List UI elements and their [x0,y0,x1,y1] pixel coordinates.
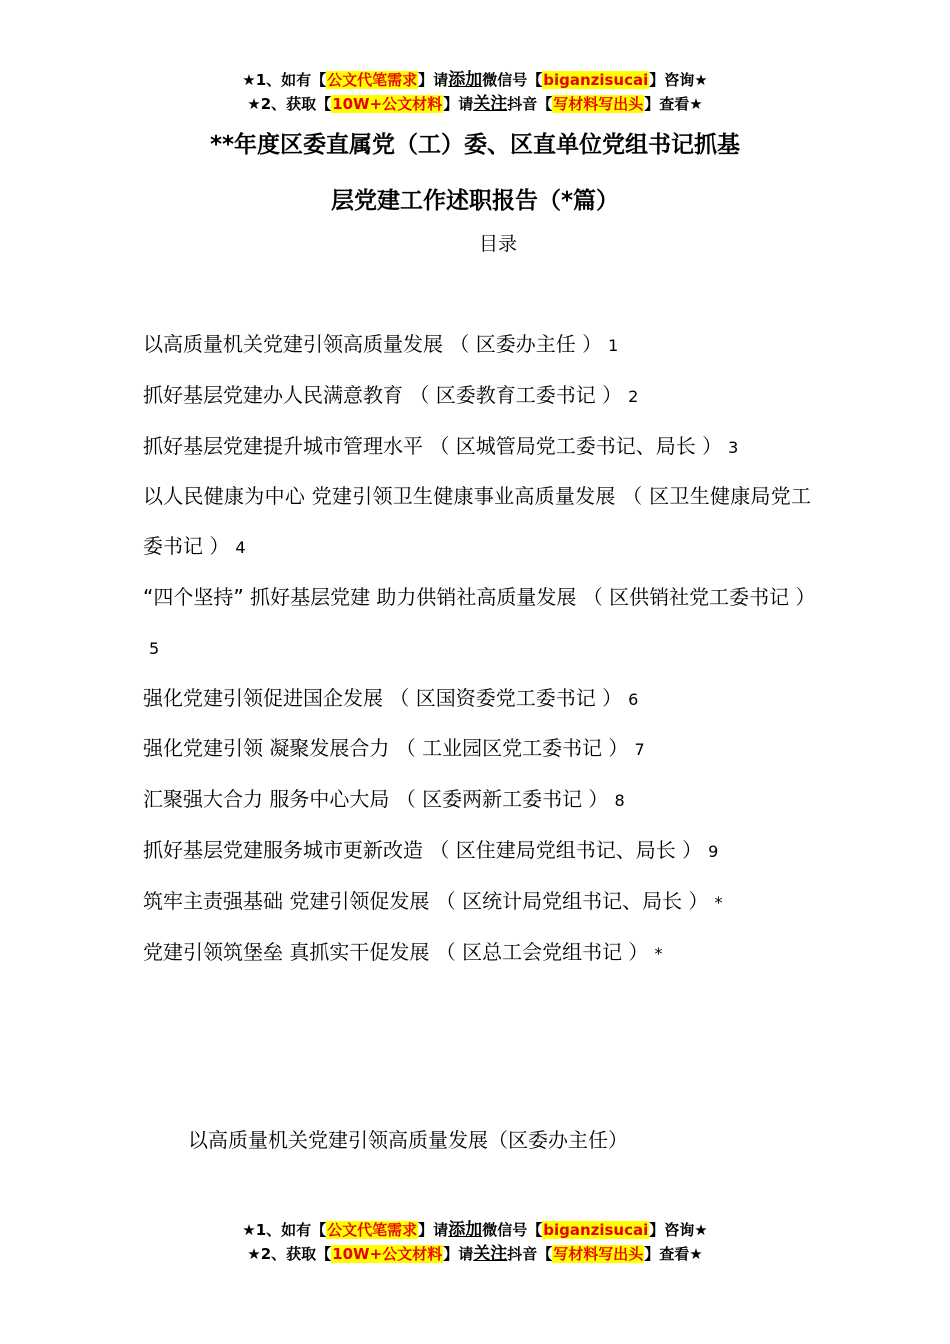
banner-highlight: 公文代笔需求 [327,1221,418,1239]
banner-douyin-id: 写材料写出头 [553,95,644,113]
toc-page-number: 3 [728,437,739,457]
title-line-2: 层党建工作述职报告（*篇） [330,188,620,214]
banner-line-2 [0,92,950,116]
toc-entry-text: 汇聚强大合力 服务中心大局 （ 区委两新工委书记 ） [143,787,609,812]
top-banner [0,68,950,116]
banner-text: 微信号【 [482,1221,543,1239]
banner-line-2 [0,1242,950,1266]
banner-text: 】查看★ [644,1245,703,1263]
banner-text: 】咨询★ [649,71,708,89]
toc-page-number: 4 [235,538,246,558]
title-line-1: **年度区委直属党（工）委、区直单位党组书记抓基 [209,132,741,158]
banner-text: 抖音【 [507,1245,553,1263]
banner-text: 抖音【 [507,95,553,113]
section-heading: 以高质量机关党建引领高质量发展（区委办主任） [188,1128,628,1152]
banner-douyin-id: 写材料写出头 [553,1245,644,1263]
banner-emphasis: 关注 [473,94,508,114]
banner-text: 】请 [443,1245,474,1263]
toc-entry[interactable] [143,674,811,725]
toc-page-number: 1 [608,336,619,355]
banner-text: 】查看★ [644,95,703,113]
toc-page-number: 2 [628,386,639,406]
toc-page-number: * [654,943,663,963]
toc-entry-text: 抓好基层党建办人民满意教育 （ 区委教育工委书记 ） [143,382,623,407]
toc-entry-text: 以高质量机关党建引领高质量发展 （ 区委办主任 ） [143,332,603,356]
toc-entry-text: 强化党建引领促进国企发展 （ 区国资委党工委书记 ） [143,685,623,710]
bottom-banner [0,1218,950,1266]
banner-text: ★2、获取【 [247,1245,332,1263]
banner-emphasis: 关注 [473,1244,508,1264]
toc-entry[interactable] [143,877,811,928]
banner-highlight: 10W+公文材料 [332,95,443,113]
toc-entry-text: 强化党建引领 凝聚发展合力 （ 工业园区党工委书记 ） [143,736,629,761]
toc-entry[interactable] [143,371,811,422]
banner-text: ★1、如有【 [242,1221,327,1239]
toc-entry[interactable] [143,724,811,775]
toc-page-number: 9 [708,841,719,861]
banner-wechat-id: biganzisucai [543,1221,649,1239]
toc-entry[interactable] [143,928,811,979]
toc-entry[interactable] [143,320,811,371]
toc-page-number: 8 [614,791,625,811]
toc-page-number: 6 [628,689,639,709]
banner-text: 】咨询★ [649,1221,708,1239]
toc-page-number: 7 [634,740,645,760]
toc-entry[interactable] [143,775,811,826]
banner-emphasis: 添加 [448,70,483,90]
banner-line-1 [0,68,950,92]
toc-entry-text: 党建引领筑堡垒 真抓实干促发展 （ 区总工会党组书记 ） [143,939,649,964]
toc-entry-text: 抓好基层党建提升城市管理水平 （ 区城管局党工委书记、局长 ） [143,433,723,458]
toc-page-number: * [714,892,723,912]
document-title [130,117,820,229]
toc-entry[interactable] [143,472,811,573]
banner-text: 】请 [418,71,449,89]
toc-entry-text: 抓好基层党建服务城市更新改造 （ 区住建局党组书记、局长 ） [143,837,703,862]
banner-highlight: 10W+公文材料 [332,1245,443,1263]
toc-entry[interactable] [143,826,811,877]
banner-text: 】请 [418,1221,449,1239]
banner-line-1 [0,1218,950,1242]
banner-text: ★2、获取【 [247,95,332,113]
toc-entry-text: 以人民健康为中心 党建引领卫生健康事业高质量发展 （ 区卫生健康局党工委书记 ） [143,484,811,559]
banner-text: 】请 [443,95,474,113]
banner-text: 微信号【 [482,71,543,89]
toc-entry-text: “四个坚持” 抓好基层党建 助力供销社高质量发展 （ 区供销社党工委书记 ） [143,584,816,609]
toc-entry-text: 筑牢主责强基础 党建引领促发展 （ 区统计局党组书记、局长 ） [143,888,709,913]
banner-emphasis: 添加 [448,1220,483,1240]
toc-page-number: 5 [149,638,160,658]
toc-entry[interactable] [143,573,816,674]
toc-label: 目录 [478,233,517,255]
banner-text: ★1、如有【 [242,71,327,89]
banner-wechat-id: biganzisucai [543,71,649,89]
banner-highlight: 公文代笔需求 [327,71,418,89]
table-of-contents [143,320,816,978]
toc-entry[interactable] [143,422,811,473]
